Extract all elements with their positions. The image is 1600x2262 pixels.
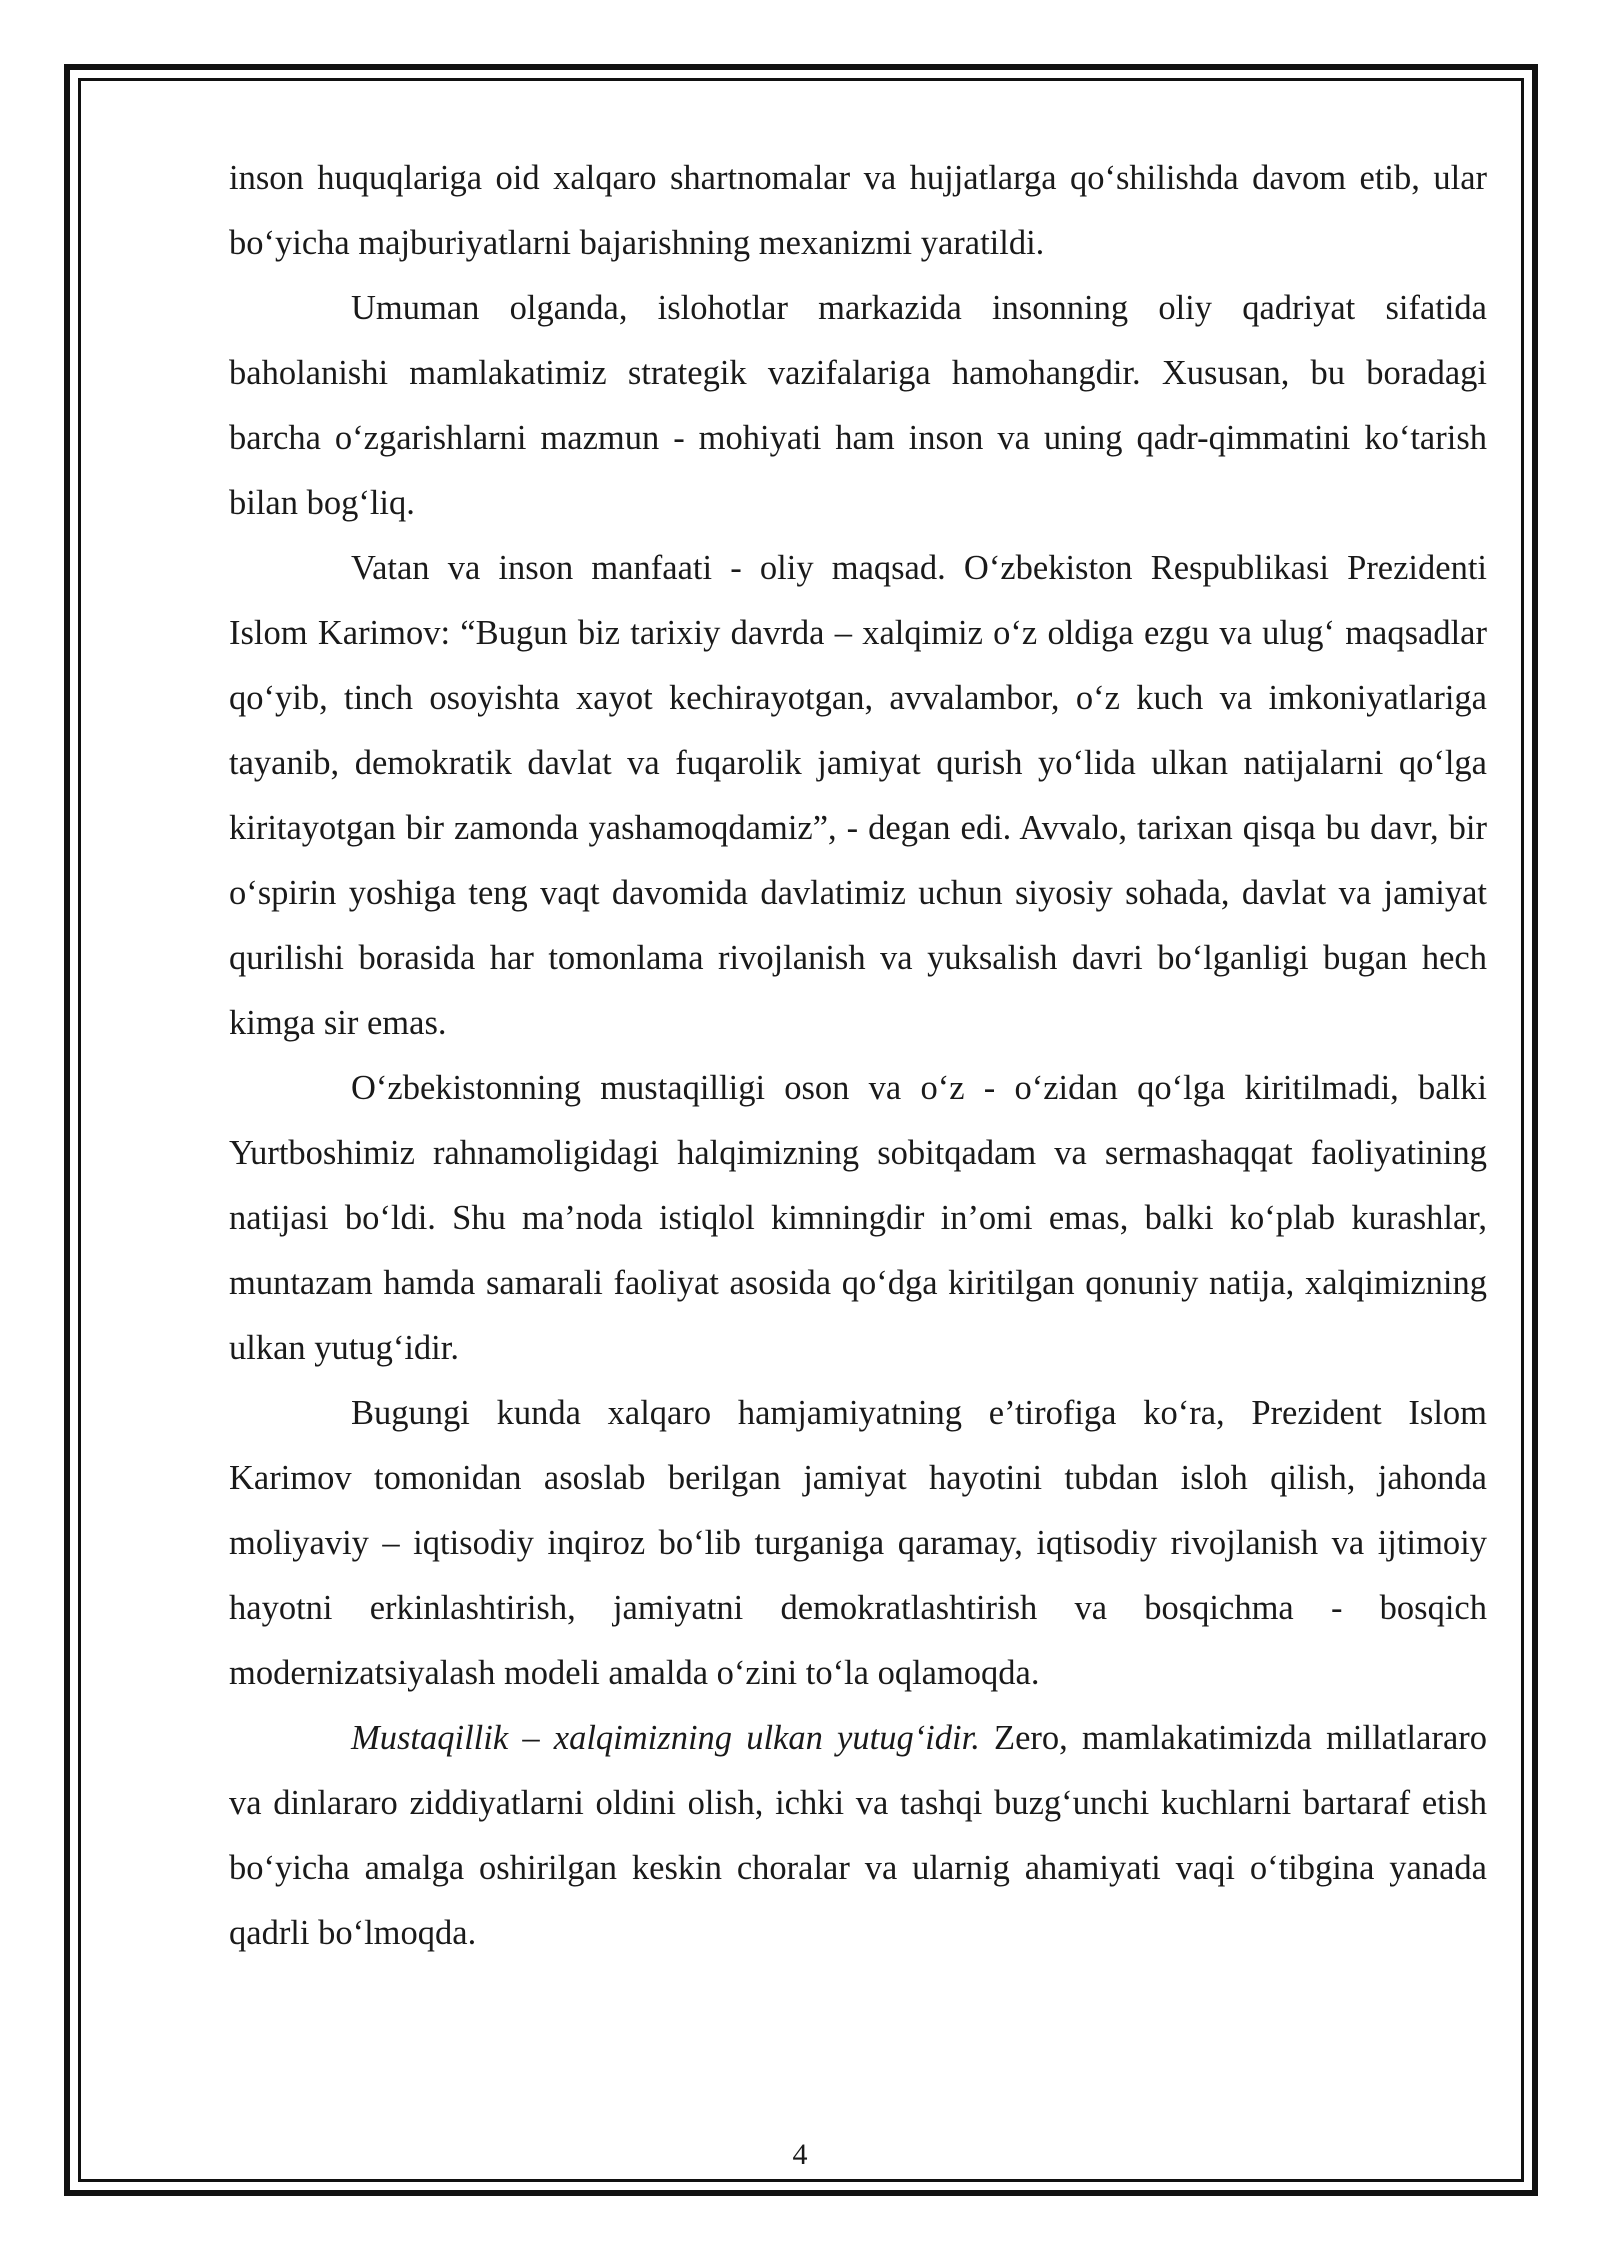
paragraph-4: O‘zbekistonning mustaqilligi oson va o‘z - o‘zidan qo‘lga kiritilmadi, balki Yurtboshimiz rahnamoligidagi halqimizning sobitqadam va sermashaqqat faoliyatining natijasi bo‘ldi. Shu ma’noda istiqlol kimningdir in’omi emas, balki ko‘plab kurashlar, muntazam hamda samarali faoliyat asosida qo‘dga kiritilgan qonuniy natija, xalqimizning ulkan yutug‘idir. xyxy=(229,1069,1487,1367)
paragraph-2: Umuman olganda, islohotlar markazida insonning oliy qadriyat sifatida baholanishi mamlakatimiz strategik vazifalariga hamohangdir. Xususan, bu boradagi barcha o‘zgarishlarni mazmun - mohiyati ham inson va uning qadr-qimmatini ko‘tarish bilan bog‘liq. xyxy=(229,289,1487,522)
paragraph-3: Vatan va inson manfaati - oliy maqsad. O‘zbekiston Respublikasi Prezidenti Islom Karimov: “Bugun biz tarixiy davrda – xalqimiz o‘z oldiga ezgu va ulug‘ maqsadlar qo‘yib, tinch osoyishta xayot kechirayotgan, avvalambor, o‘z kuch va imkoniyatlariga tayanib, demokratik davlat va fuqarolik jamiyat qurish yo‘lida ulkan natijalarni qo‘lga kiritayotgan bir zamonda yashamoqdamiz”, - degan edi. Avvalo, tarixan qisqa bu davr, bir o‘spirin yoshiga teng vaqt davomida davlatimiz uchun siyosiy sohada, davlat va jamiyat qurilishi borasida har tomonlama rivojlanish va yuksalish davri bo‘lganligi bugan hech kimga sir emas. xyxy=(229,549,1487,1042)
page-number: 4 xyxy=(792,2138,808,2171)
paragraph-5: Bugungi kunda xalqaro hamjamiyatning e’tirofiga ko‘ra, Prezident Islom Karimov tomonidan asoslab berilgan jamiyat hayotini tubdan isloh qilish, jahonda moliyaviy – iqtisodiy inqiroz bo‘lib turganiga qaramay, iqtisodiy rivojlanish va ijtimoiy hayotni erkinlashtirish, jamiyatni demokratlashtirish va bosqichma - bosqich modernizatsiyalash modeli amalda o‘zini to‘la oqlamoqda. xyxy=(229,1394,1487,1692)
paragraph-6-text: Zero, mamlakatimizda millatlararo va dinlararo ziddiyatlarni oldini olish, ichki va tashqi buzg‘unchi kuchlarni bartaraf etish bo‘yicha amalga oshirilgan keskin choralar va ularnig ahamiyati vaqi o‘tibgina yanada qadrli bo‘lmoqda. xyxy=(229,1719,1487,1952)
document-body xyxy=(229,146,1487,1966)
italic-lead-phrase: Mustaqillik – xalqimizning ulkan yutug‘idir. xyxy=(351,1719,980,1757)
paragraph-1: inson huquqlariga oid xalqaro shartnomalar va hujjatlarga qo‘shilishda davom etib, ular bo‘yicha majburiyatlarni bajarishning mexanizmi yaratildi. xyxy=(229,159,1487,262)
paragraph-6 xyxy=(229,1706,1487,1966)
